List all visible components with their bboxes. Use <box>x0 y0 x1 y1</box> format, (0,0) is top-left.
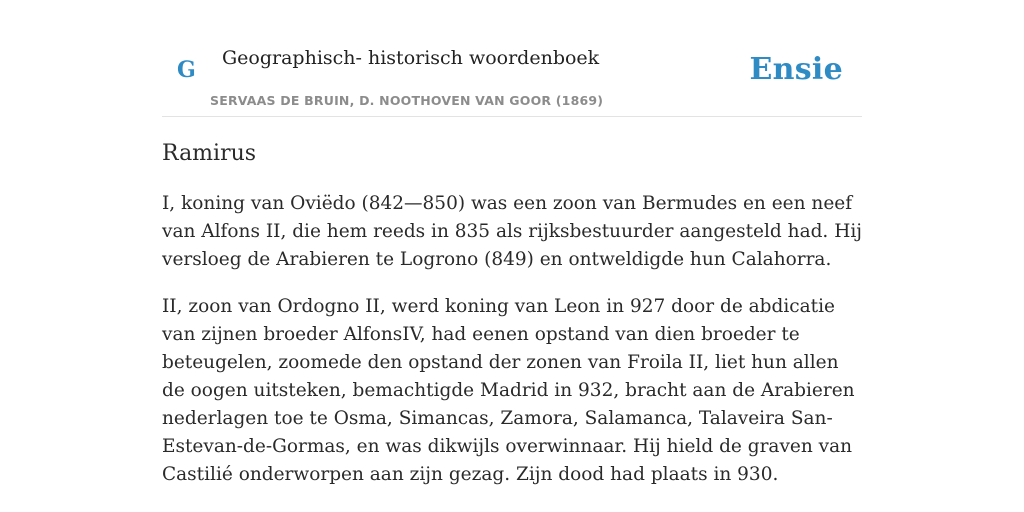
book-header <box>162 0 862 117</box>
entry-content <box>162 138 862 508</box>
ensie-logo[interactable]: Ensie <box>749 52 843 87</box>
entry-paragraph-1: I, koning van Oviëdo (842—850) was een zoon van Bermudes en een neef van Alfons II, die hem reeds in 835 als rijksbestuurder aangesteld had. Hij versloeg de Arabieren te Logrono (849) en ontweldigde hun Calahorra. <box>162 193 862 270</box>
entry-title: Ramirus <box>162 141 257 166</box>
book-title[interactable]: Geographisch- historisch woordenboek <box>222 47 600 69</box>
book-logo-icon[interactable]: G <box>177 57 196 83</box>
book-author: SERVAAS DE BRUIN, D. NOOTHOVEN VAN GOOR (1869) <box>210 93 604 108</box>
entry-paragraph-2: II, zoon van Ordogno II, werd koning van Leon in 927 door de abdicatie van zijnen broeder AlfonsIV, had eenen opstand van dien broeder te beteugelen, zoomede den opstand der zonen van Froila II, liet hun allen de oogen uitsteken, bemachtigde Madrid in 932, bracht aan de Arabieren nederlagen toe te Osma, Simancas, Zamora, Salamanca, Talaveira San-Estevan-de-Gormas, en was dikwijls overwinnaar. Hij hield de graven van Castilié onderworpen aan zijn gezag. Zijn dood had plaats in 930. <box>162 296 855 485</box>
